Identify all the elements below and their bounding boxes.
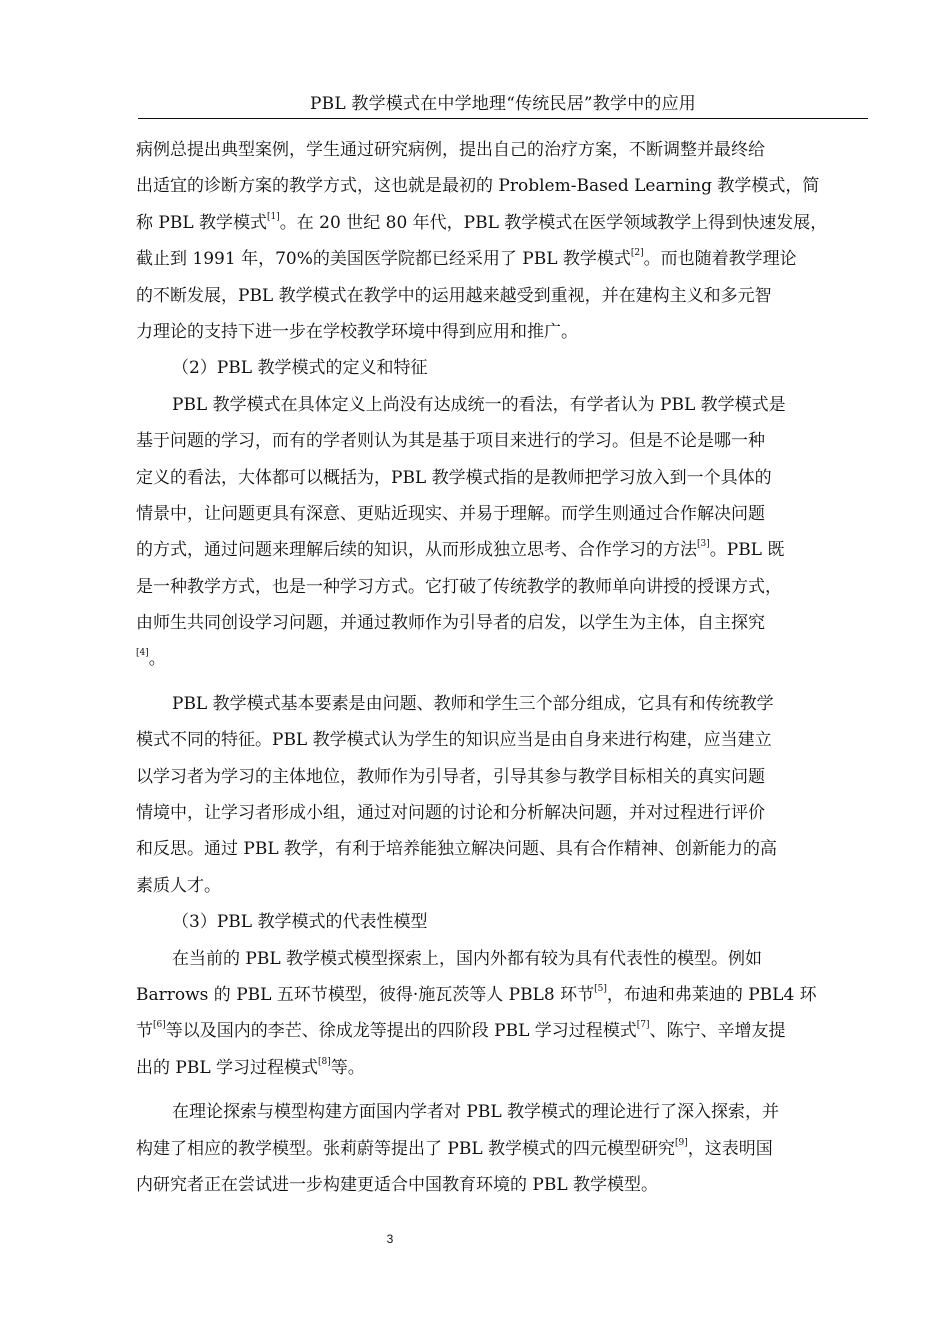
text-line: 出适宜的诊断方案的教学方式，这也就是最初的 Problem-Based Learning 教学模式，简 — [136, 176, 820, 197]
paragraph-3 — [136, 692, 858, 910]
text-line — [136, 247, 858, 283]
citation-9: [9] — [675, 1137, 688, 1148]
text-line: 基于问题的学习，而有的学者则认为其是基于项目来进行的学习。但是不论是哪一种 — [136, 431, 765, 452]
text-line: PBL 教学模式在具体定义上尚没有达成统一的看法，有学者认为 PBL 教学模式是 — [172, 394, 786, 415]
text-span: ，布迪和弗莱迪的 PBL4 环 — [606, 984, 817, 1005]
text-span: 。而也随着教学理论 — [643, 249, 797, 270]
page-number — [0, 1232, 780, 1246]
text-span: 。在 20 世纪 80 年代，PBL 教学模式在医学领域教学上得到快速发展， — [279, 212, 828, 233]
text-line — [136, 211, 858, 247]
header-rule — [138, 118, 868, 119]
text-line: 力理论的支持下进一步在学校教学环境中得到应用和推广。 — [136, 321, 578, 342]
paragraph-2 — [136, 393, 858, 684]
text-span: ，这表明国 — [687, 1138, 773, 1159]
text-line — [136, 647, 858, 683]
text-span: 等以及国内的李芒、徐成龙等提出的四阶段 PBL 学习过程模式 — [165, 1021, 637, 1042]
text-span: 的方式，通过问题来理解后续的知识，从而形成独立思考、合作学习的方法 — [136, 540, 697, 561]
text-line — [136, 538, 858, 574]
running-header: PBL 教学模式在中学地理“传统民居”教学中的应用 — [309, 94, 696, 114]
text-span: 。PBL 既 — [709, 540, 785, 561]
citation-2: [2] — [630, 248, 644, 259]
text-span: 出的 PBL 学习过程模式 — [136, 1057, 319, 1078]
text-line: 模式不同的特征。PBL 教学模式认为学生的知识应当是由自身来进行构建，应当建立 — [136, 730, 772, 751]
section-heading-3: （3）PBL 教学模式的代表性模型 — [172, 912, 428, 933]
text-span: Barrows 的 PBL 五环节模型，彼得·施瓦茨等人 PBL8 环节 — [136, 984, 595, 1005]
text-line: 由师生共同创设学习问题，并通过教师作为引导者的启发，以学生为主体，自主探究 — [136, 613, 765, 634]
citation-5: [5] — [594, 983, 607, 994]
text-line: 定义的看法，大体都可以概括为，PBL 教学模式指的是教师把学习放入到一个具体的 — [136, 467, 772, 488]
text-line: 素质人才。 — [136, 875, 221, 896]
text-line — [136, 983, 858, 1019]
text-line — [136, 1056, 858, 1092]
text-span: 构建了相应的教学模型。张莉蔚等提出了 PBL 教学模式的四元模型研究 — [136, 1138, 676, 1159]
text-span: 节 — [136, 1021, 153, 1042]
text-line: 情境中，让学习者形成小组，通过对问题的讨论和分析解决问题，并对过程进行评价 — [136, 803, 765, 824]
text-span: 等。 — [330, 1057, 365, 1078]
citation-6: [6] — [153, 1020, 166, 1031]
paragraph-5 — [136, 1100, 858, 1209]
text-span: 、陈宁、辛增友提 — [649, 1021, 786, 1042]
text-line: 在理论探索与模型构建方面国内学者对 PBL 教学模式的理论进行了深入探索，并 — [172, 1102, 780, 1123]
text-line: 是一种教学方式，也是一种学习方式。它打破了传统教学的教师单向讲授的授课方式， — [136, 576, 782, 597]
citation-1: [1] — [267, 211, 280, 222]
text-line — [136, 1137, 858, 1173]
citation-7: [7] — [636, 1020, 650, 1031]
paragraph-1 — [136, 138, 858, 356]
paragraph-4 — [136, 947, 858, 1093]
text-line: 在当前的 PBL 教学模式模型探索上，国内外都有较为具有代表性的模型。例如 — [172, 948, 763, 969]
page-number-text: 3 — [386, 1232, 394, 1246]
text-line: 情景中，让问题更具有深意、更贴近现实、并易于理解。而学生则通过合作解决问题 — [136, 503, 765, 524]
text-line — [136, 1019, 858, 1055]
text-line: 病例总提出典型案例，学生通过研究病例，提出自己的治疗方案，不断调整并最终给 — [136, 140, 765, 160]
body-text — [136, 138, 858, 1209]
text-span: 截止到 1991 年，70%的美国医学院都已经采用了 PBL 教学模式 — [136, 249, 631, 270]
section-heading-2: （2）PBL 教学模式的定义和特征 — [172, 358, 428, 379]
text-line: PBL 教学模式基本要素是由问题、教师和学生三个部分组成，它具有和传统教学 — [172, 693, 774, 714]
paragraph-gap — [136, 1092, 858, 1100]
text-line: 以学习者为学习的主体地位，教师作为引导者，引导其参与教学目标相关的真实问题 — [136, 766, 765, 787]
paragraph-gap — [136, 684, 858, 692]
citation-8: [8] — [318, 1056, 331, 1067]
text-line: 内研究者正在尝试进一步构建更适合中国教育环境的 PBL 教学模型。 — [136, 1174, 659, 1195]
citation-4: [4] — [136, 648, 149, 659]
text-line: 的不断发展，PBL 教学模式在教学中的运用越来越受到重视，并在建构主义和多元智 — [136, 285, 772, 306]
text-line: 和反思。通过 PBL 教学，有利于培养能独立解决问题、具有合作精神、创新能力的高 — [136, 839, 778, 860]
citation-3: [3] — [697, 539, 710, 550]
text-span: 。 — [148, 649, 166, 670]
text-span: 称 PBL 教学模式 — [136, 212, 268, 233]
